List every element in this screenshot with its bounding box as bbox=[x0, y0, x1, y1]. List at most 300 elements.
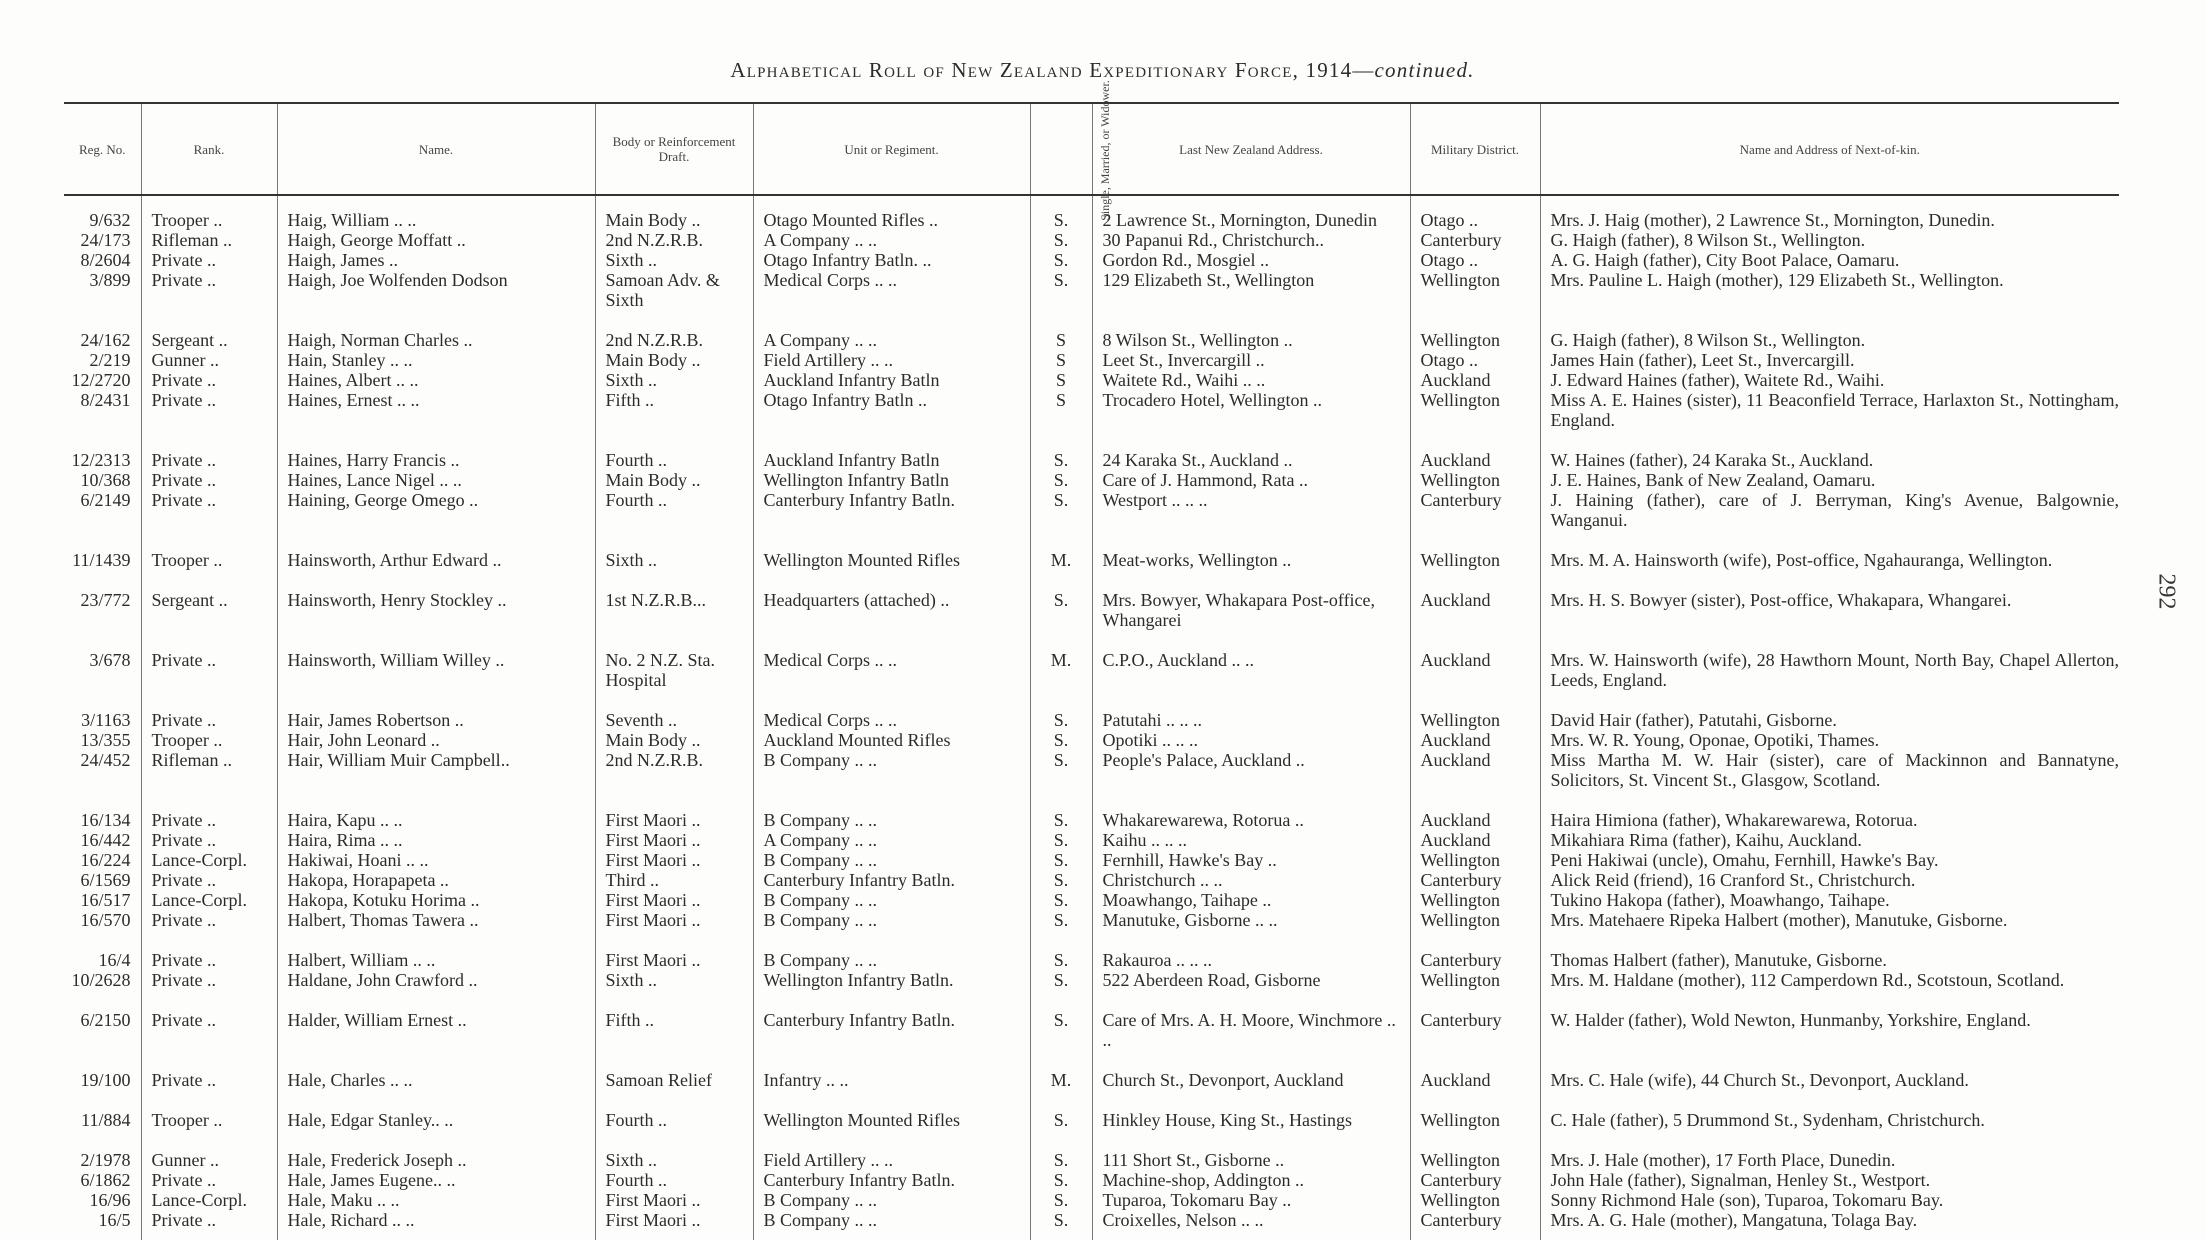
table-row bbox=[64, 570, 2119, 630]
cell-status: S. bbox=[1030, 890, 1092, 910]
cell-next-of-kin: Mrs. Matehaere Ripeka Halbert (mother), Manutuke, Gisborne. bbox=[1540, 910, 2119, 930]
cell-status: S. bbox=[1030, 970, 1092, 990]
header-status-label: Single, Married, or Widower. bbox=[1097, 79, 1112, 221]
cell-next-of-kin: Mrs. Pauline L. Haigh (mother), 129 Elizabeth St., Wellington. bbox=[1540, 270, 2119, 310]
cell-district: Auckland bbox=[1410, 370, 1540, 390]
cell-next-of-kin: J. E. Haines, Bank of New Zealand, Oamaru. bbox=[1540, 470, 2119, 490]
cell-reg-no: 16/5 bbox=[98, 1210, 131, 1230]
cell-unit: B Company .. .. bbox=[753, 930, 1030, 970]
cell-unit: Medical Corps .. .. bbox=[753, 270, 1030, 310]
cell-status: S. bbox=[1030, 195, 1092, 230]
cell-name: Halbert, Thomas Tawera .. bbox=[277, 910, 595, 930]
cell-status: S. bbox=[1030, 430, 1092, 470]
cell-status: S bbox=[1030, 310, 1092, 350]
cell-rank: Private .. bbox=[141, 250, 277, 270]
cell-address: Machine-shop, Addington .. bbox=[1092, 1170, 1410, 1190]
cell-reg-no: 12/2313 bbox=[71, 450, 131, 470]
cell-status: M. bbox=[1030, 1050, 1092, 1090]
cell-next-of-kin: John Hale (father), Signalman, Henley St., Westport. bbox=[1540, 1170, 2119, 1190]
cell-reg-no: 16/442 bbox=[80, 830, 131, 850]
cell-body: Sixth .. bbox=[595, 530, 753, 570]
cell-name: Haines, Lance Nigel .. .. bbox=[277, 470, 595, 490]
cell-district: Auckland bbox=[1410, 1050, 1540, 1090]
table-row bbox=[64, 750, 2119, 790]
cell-unit: B Company .. .. bbox=[753, 850, 1030, 870]
cell-unit: B Company .. .. bbox=[753, 790, 1030, 830]
cell-name: Hainsworth, Henry Stockley .. bbox=[277, 570, 595, 630]
cell-unit: Auckland Infantry Batln bbox=[753, 430, 1030, 470]
table-row bbox=[64, 1210, 2119, 1240]
cell-status: S. bbox=[1030, 270, 1092, 310]
cell-unit: A Company .. .. bbox=[753, 310, 1030, 350]
cell-name: Hakopa, Kotuku Horima .. bbox=[277, 890, 595, 910]
cell-reg-no: 16/517 bbox=[80, 890, 131, 910]
cell-rank: Private .. bbox=[141, 1170, 277, 1190]
cell-rank: Private .. bbox=[141, 270, 277, 310]
cell-name: Hair, James Robertson .. bbox=[277, 690, 595, 730]
cell-body: Fourth .. bbox=[595, 1090, 753, 1130]
cell-district: Wellington bbox=[1410, 850, 1540, 870]
cell-status: S. bbox=[1030, 1090, 1092, 1130]
cell-body: Fifth .. bbox=[595, 990, 753, 1050]
cell-rank: Private .. bbox=[141, 970, 277, 990]
header-row bbox=[64, 103, 2119, 195]
cell-rank: Trooper .. bbox=[141, 530, 277, 570]
cell-name: Haldane, John Crawford .. bbox=[277, 970, 595, 990]
cell-name: Hainsworth, Arthur Edward .. bbox=[277, 530, 595, 570]
cell-body: Main Body .. bbox=[595, 195, 753, 230]
cell-district: Canterbury bbox=[1410, 870, 1540, 890]
cell-unit: Canterbury Infantry Batln. bbox=[753, 490, 1030, 530]
table-row bbox=[64, 850, 2119, 870]
cell-address: 8 Wilson St., Wellington .. bbox=[1092, 310, 1410, 350]
cell-status: S. bbox=[1030, 1130, 1092, 1170]
cell-address: Christchurch .. .. bbox=[1092, 870, 1410, 890]
header-name: Name. bbox=[277, 103, 595, 195]
cell-body: Fourth .. bbox=[595, 490, 753, 530]
cell-status: S. bbox=[1030, 930, 1092, 970]
cell-next-of-kin: G. Haigh (father), 8 Wilson St., Wellington. bbox=[1540, 230, 2119, 250]
cell-status: S. bbox=[1030, 850, 1092, 870]
cell-address: Croixelles, Nelson .. .. bbox=[1092, 1210, 1410, 1240]
cell-address: 2 Lawrence St., Mornington, Dunedin bbox=[1092, 195, 1410, 230]
table-row bbox=[64, 890, 2119, 910]
cell-address: Manutuke, Gisborne .. .. bbox=[1092, 910, 1410, 930]
table-row bbox=[64, 490, 2119, 530]
cell-body: First Maori .. bbox=[595, 930, 753, 970]
cell-district: Wellington bbox=[1410, 530, 1540, 570]
table-row bbox=[64, 1170, 2119, 1190]
cell-district: Canterbury bbox=[1410, 1170, 1540, 1190]
cell-address: Fernhill, Hawke's Bay .. bbox=[1092, 850, 1410, 870]
table-row bbox=[64, 930, 2119, 970]
cell-body: Main Body .. bbox=[595, 730, 753, 750]
cell-next-of-kin: Mrs. C. Hale (wife), 44 Church St., Devonport, Auckland. bbox=[1540, 1050, 2119, 1090]
cell-body: 1st N.Z.R.B... bbox=[595, 570, 753, 630]
cell-unit: B Company .. .. bbox=[753, 1210, 1030, 1240]
cell-name: Haining, George Omego .. bbox=[277, 490, 595, 530]
cell-reg-no: 12/2720 bbox=[71, 370, 131, 390]
table-row bbox=[64, 310, 2119, 350]
table-row bbox=[64, 630, 2119, 690]
cell-name: Hair, John Leonard .. bbox=[277, 730, 595, 750]
cell-status: S. bbox=[1030, 570, 1092, 630]
cell-next-of-kin: Mrs. A. G. Hale (mother), Mangatuna, Tolaga Bay. bbox=[1540, 1210, 2119, 1240]
cell-body: Seventh .. bbox=[595, 690, 753, 730]
cell-body: First Maori .. bbox=[595, 910, 753, 930]
cell-next-of-kin: W. Halder (father), Wold Newton, Hunmanby, Yorkshire, England. bbox=[1540, 990, 2119, 1050]
cell-next-of-kin: Mrs. J. Haig (mother), 2 Lawrence St., Mornington, Dunedin. bbox=[1540, 195, 2119, 230]
cell-name: Hale, Edgar Stanley.. .. bbox=[277, 1090, 595, 1130]
cell-next-of-kin: Mrs. J. Hale (mother), 17 Forth Place, Dunedin. bbox=[1540, 1130, 2119, 1170]
cell-next-of-kin: Haira Himiona (father), Whakarewarewa, Rotorua. bbox=[1540, 790, 2119, 830]
cell-reg-no: 8/2431 bbox=[80, 390, 131, 410]
cell-body: First Maori .. bbox=[595, 890, 753, 910]
cell-status: S bbox=[1030, 390, 1092, 430]
cell-status: S. bbox=[1030, 910, 1092, 930]
cell-address: Leet St., Invercargill .. bbox=[1092, 350, 1410, 370]
cell-address: Trocadero Hotel, Wellington .. bbox=[1092, 390, 1410, 430]
cell-body: 2nd N.Z.R.B. bbox=[595, 310, 753, 350]
cell-address: Kaihu .. .. .. bbox=[1092, 830, 1410, 850]
cell-rank: Private .. bbox=[141, 930, 277, 970]
cell-reg-no: 2/219 bbox=[89, 350, 131, 370]
cell-reg-no: 23/772 bbox=[80, 590, 131, 610]
cell-district: Wellington bbox=[1410, 470, 1540, 490]
cell-body: Third .. bbox=[595, 870, 753, 890]
cell-rank: Trooper .. bbox=[141, 730, 277, 750]
cell-address: Opotiki .. .. .. bbox=[1092, 730, 1410, 750]
cell-status: S. bbox=[1030, 830, 1092, 850]
cell-unit: Wellington Mounted Rifles bbox=[753, 530, 1030, 570]
cell-address: Care of Mrs. A. H. Moore, Winchmore .. .. bbox=[1092, 990, 1410, 1050]
cell-next-of-kin: David Hair (father), Patutahi, Gisborne. bbox=[1540, 690, 2119, 730]
cell-rank: Rifleman .. bbox=[141, 750, 277, 790]
cell-reg-no: 19/100 bbox=[80, 1070, 131, 1090]
roll-body bbox=[64, 195, 2119, 1240]
cell-address: 522 Aberdeen Road, Gisborne bbox=[1092, 970, 1410, 990]
cell-reg-no: 11/884 bbox=[81, 1110, 131, 1130]
cell-status: M. bbox=[1030, 530, 1092, 570]
cell-rank: Private .. bbox=[141, 1210, 277, 1240]
cell-next-of-kin: G. Haigh (father), 8 Wilson St., Wellington. bbox=[1540, 310, 2119, 350]
cell-address: Patutahi .. .. .. bbox=[1092, 690, 1410, 730]
cell-next-of-kin: James Hain (father), Leet St., Invercargill. bbox=[1540, 350, 2119, 370]
cell-reg-no: 16/570 bbox=[80, 910, 131, 930]
cell-unit: Wellington Mounted Rifles bbox=[753, 1090, 1030, 1130]
table-row bbox=[64, 1130, 2119, 1170]
cell-rank: Private .. bbox=[141, 790, 277, 830]
cell-unit: Headquarters (attached) .. bbox=[753, 570, 1030, 630]
table-row bbox=[64, 970, 2119, 990]
cell-body: First Maori .. bbox=[595, 1210, 753, 1240]
table-row bbox=[64, 730, 2119, 750]
cell-unit: Field Artillery .. .. bbox=[753, 350, 1030, 370]
cell-next-of-kin: C. Hale (father), 5 Drummond St., Sydenham, Christchurch. bbox=[1540, 1090, 2119, 1130]
cell-body: Main Body .. bbox=[595, 350, 753, 370]
cell-status: S. bbox=[1030, 1170, 1092, 1190]
cell-district: Auckland bbox=[1410, 790, 1540, 830]
cell-name: Haigh, George Moffatt .. bbox=[277, 230, 595, 250]
cell-name: Haines, Ernest .. .. bbox=[277, 390, 595, 430]
cell-reg-no: 3/678 bbox=[89, 650, 131, 670]
header-rank: Rank. bbox=[141, 103, 277, 195]
cell-district: Otago .. bbox=[1410, 195, 1540, 230]
table-row bbox=[64, 1190, 2119, 1210]
cell-unit: Wellington Infantry Batln bbox=[753, 470, 1030, 490]
cell-address: Meat-works, Wellington .. bbox=[1092, 530, 1410, 570]
cell-unit: Canterbury Infantry Batln. bbox=[753, 990, 1030, 1050]
cell-reg-no: 24/173 bbox=[80, 230, 131, 250]
cell-rank: Trooper .. bbox=[141, 1090, 277, 1130]
cell-district: Canterbury bbox=[1410, 1210, 1540, 1240]
table-row bbox=[64, 530, 2119, 570]
cell-reg-no: 13/355 bbox=[80, 730, 131, 750]
cell-next-of-kin: Mrs. H. S. Bowyer (sister), Post-office, Whakapara, Whangarei. bbox=[1540, 570, 2119, 630]
cell-unit: Otago Infantry Batln .. bbox=[753, 390, 1030, 430]
cell-body: Fifth .. bbox=[595, 390, 753, 430]
cell-body: Sixth .. bbox=[595, 1130, 753, 1170]
cell-rank: Private .. bbox=[141, 870, 277, 890]
table-row bbox=[64, 910, 2119, 930]
cell-status: S. bbox=[1030, 790, 1092, 830]
table-row bbox=[64, 370, 2119, 390]
cell-rank: Gunner .. bbox=[141, 1130, 277, 1170]
header-status bbox=[1030, 79, 1112, 221]
cell-address: Westport .. .. .. bbox=[1092, 490, 1410, 530]
cell-next-of-kin: J. Haining (father), care of J. Berryman, King's Avenue, Balgownie, Wanganui. bbox=[1540, 490, 2119, 530]
cell-address: Moawhango, Taihape .. bbox=[1092, 890, 1410, 910]
cell-reg-no: 2/1978 bbox=[80, 1150, 131, 1170]
cell-rank: Private .. bbox=[141, 910, 277, 930]
cell-district: Auckland bbox=[1410, 730, 1540, 750]
roll-table bbox=[64, 79, 2119, 1240]
cell-status: M. bbox=[1030, 630, 1092, 690]
cell-body: First Maori .. bbox=[595, 830, 753, 850]
table-row bbox=[64, 1050, 2119, 1090]
cell-unit: Canterbury Infantry Batln. bbox=[753, 870, 1030, 890]
cell-district: Canterbury bbox=[1410, 490, 1540, 530]
cell-reg-no: 16/4 bbox=[98, 950, 131, 970]
cell-address: C.P.O., Auckland .. .. bbox=[1092, 630, 1410, 690]
cell-name: Haira, Rima .. .. bbox=[277, 830, 595, 850]
cell-next-of-kin: J. Edward Haines (father), Waitete Rd., Waihi. bbox=[1540, 370, 2119, 390]
table-row bbox=[64, 690, 2119, 730]
cell-name: Hale, Maku .. .. bbox=[277, 1190, 595, 1210]
cell-unit: Auckland Infantry Batln bbox=[753, 370, 1030, 390]
cell-address: Care of J. Hammond, Rata .. bbox=[1092, 470, 1410, 490]
cell-district: Wellington bbox=[1410, 310, 1540, 350]
cell-status: S. bbox=[1030, 230, 1092, 250]
cell-body: Fourth .. bbox=[595, 430, 753, 470]
cell-name: Haigh, James .. bbox=[277, 250, 595, 270]
cell-status: S. bbox=[1030, 870, 1092, 890]
cell-body: Fourth .. bbox=[595, 1170, 753, 1190]
table-row bbox=[64, 830, 2119, 850]
cell-district: Wellington bbox=[1410, 690, 1540, 730]
table-row bbox=[64, 990, 2119, 1050]
cell-address: 30 Papanui Rd., Christchurch.. bbox=[1092, 230, 1410, 250]
table-row bbox=[64, 430, 2119, 470]
cell-name: Haigh, Norman Charles .. bbox=[277, 310, 595, 350]
cell-district: Wellington bbox=[1410, 910, 1540, 930]
page-number: 292 bbox=[2153, 573, 2180, 610]
cell-address: Waitete Rd., Waihi .. .. bbox=[1092, 370, 1410, 390]
cell-district: Wellington bbox=[1410, 1190, 1540, 1210]
table-row bbox=[64, 790, 2119, 830]
cell-name: Halbert, William .. .. bbox=[277, 930, 595, 970]
cell-address: 111 Short St., Gisborne .. bbox=[1092, 1130, 1410, 1170]
cell-next-of-kin: Sonny Richmond Hale (son), Tuparoa, Tokomaru Bay. bbox=[1540, 1190, 2119, 1210]
cell-name: Haira, Kapu .. .. bbox=[277, 790, 595, 830]
cell-status: S. bbox=[1030, 690, 1092, 730]
cell-reg-no: 6/1569 bbox=[80, 870, 131, 890]
cell-status: S. bbox=[1030, 990, 1092, 1050]
cell-next-of-kin: Miss Martha M. W. Hair (sister), care of Mackinnon and Bannatyne, Solicitors, St. Vincent St., Glasgow, Scotland. bbox=[1540, 750, 2119, 790]
cell-unit: Auckland Mounted Rifles bbox=[753, 730, 1030, 750]
cell-district: Wellington bbox=[1410, 1130, 1540, 1170]
cell-rank: Sergeant .. bbox=[141, 570, 277, 630]
cell-rank: Private .. bbox=[141, 390, 277, 430]
table-row bbox=[64, 390, 2119, 430]
header-next-of-kin: Name and Address of Next-of-kin. bbox=[1540, 103, 2119, 195]
cell-name: Hale, Frederick Joseph .. bbox=[277, 1130, 595, 1170]
cell-name: Hale, Charles .. .. bbox=[277, 1050, 595, 1090]
cell-body: First Maori .. bbox=[595, 1190, 753, 1210]
cell-status: S. bbox=[1030, 470, 1092, 490]
cell-district: Auckland bbox=[1410, 830, 1540, 850]
cell-rank: Private .. bbox=[141, 470, 277, 490]
cell-body: Samoan Adv. & Sixth bbox=[595, 270, 753, 310]
cell-district: Auckland bbox=[1410, 570, 1540, 630]
cell-reg-no: 6/2149 bbox=[80, 490, 131, 510]
cell-unit: B Company .. .. bbox=[753, 910, 1030, 930]
table-row bbox=[64, 230, 2119, 250]
cell-status: S. bbox=[1030, 750, 1092, 790]
cell-next-of-kin: Miss A. E. Haines (sister), 11 Beaconfield Terrace, Harlaxton St., Nottingham, England. bbox=[1540, 390, 2119, 430]
cell-status: S. bbox=[1030, 490, 1092, 530]
cell-next-of-kin: Mrs. W. Hainsworth (wife), 28 Hawthorn Mount, North Bay, Chapel Allerton, Leeds, England. bbox=[1540, 630, 2119, 690]
cell-district: Otago .. bbox=[1410, 350, 1540, 370]
cell-rank: Private .. bbox=[141, 690, 277, 730]
cell-rank: Private .. bbox=[141, 830, 277, 850]
cell-rank: Private .. bbox=[141, 1050, 277, 1090]
cell-status: S. bbox=[1030, 1210, 1092, 1240]
cell-name: Hair, William Muir Campbell.. bbox=[277, 750, 595, 790]
cell-unit: Field Artillery .. .. bbox=[753, 1130, 1030, 1170]
cell-district: Wellington bbox=[1410, 1090, 1540, 1130]
cell-status: S. bbox=[1030, 730, 1092, 750]
cell-next-of-kin: Mrs. M. Haldane (mother), 112 Camperdown Rd., Scotstoun, Scotland. bbox=[1540, 970, 2119, 990]
cell-status: S. bbox=[1030, 250, 1092, 270]
cell-reg-no: 8/2604 bbox=[80, 250, 131, 270]
cell-name: Haines, Albert .. .. bbox=[277, 370, 595, 390]
cell-reg-no: 10/2628 bbox=[71, 970, 131, 990]
cell-rank: Private .. bbox=[141, 990, 277, 1050]
cell-district: Auckland bbox=[1410, 750, 1540, 790]
cell-status: S bbox=[1030, 350, 1092, 370]
cell-status: S bbox=[1030, 370, 1092, 390]
cell-address: 129 Elizabeth St., Wellington bbox=[1092, 270, 1410, 310]
cell-unit: Canterbury Infantry Batln. bbox=[753, 1170, 1030, 1190]
cell-body: 2nd N.Z.R.B. bbox=[595, 230, 753, 250]
cell-unit: B Company .. .. bbox=[753, 1190, 1030, 1210]
cell-name: Haig, William .. .. bbox=[277, 195, 595, 230]
cell-district: Auckland bbox=[1410, 630, 1540, 690]
cell-unit: Medical Corps .. .. bbox=[753, 630, 1030, 690]
table-row bbox=[64, 250, 2119, 270]
cell-address: 24 Karaka St., Auckland .. bbox=[1092, 430, 1410, 470]
cell-rank: Lance-Corpl. bbox=[141, 890, 277, 910]
cell-next-of-kin: Thomas Halbert (father), Manutuke, Gisborne. bbox=[1540, 930, 2119, 970]
header-unit: Unit or Regiment. bbox=[753, 103, 1030, 195]
cell-reg-no: 3/899 bbox=[89, 270, 131, 290]
cell-unit: B Company .. .. bbox=[753, 750, 1030, 790]
cell-rank: Lance-Corpl. bbox=[141, 850, 277, 870]
header-district: Military District. bbox=[1410, 103, 1540, 195]
cell-rank: Trooper .. bbox=[141, 195, 277, 230]
cell-address: Rakauroa .. .. .. bbox=[1092, 930, 1410, 970]
cell-reg-no: 16/96 bbox=[89, 1190, 131, 1210]
cell-reg-no: 11/1439 bbox=[72, 550, 131, 570]
cell-reg-no: 24/452 bbox=[80, 750, 131, 770]
cell-body: First Maori .. bbox=[595, 790, 753, 830]
cell-name: Hainsworth, William Willey .. bbox=[277, 630, 595, 690]
cell-name: Haines, Harry Francis .. bbox=[277, 430, 595, 470]
cell-rank: Private .. bbox=[141, 430, 277, 470]
cell-district: Wellington bbox=[1410, 270, 1540, 310]
cell-unit: B Company .. .. bbox=[753, 890, 1030, 910]
cell-reg-no: 6/2150 bbox=[80, 1010, 131, 1030]
cell-next-of-kin: Mrs. M. A. Hainsworth (wife), Post-office, Ngahauranga, Wellington. bbox=[1540, 530, 2119, 570]
cell-body: First Maori .. bbox=[595, 850, 753, 870]
cell-reg-no: 16/224 bbox=[80, 850, 131, 870]
cell-rank: Rifleman .. bbox=[141, 230, 277, 250]
cell-reg-no: 24/162 bbox=[80, 330, 131, 350]
cell-district: Wellington bbox=[1410, 890, 1540, 910]
cell-next-of-kin: Peni Hakiwai (uncle), Omahu, Fernhill, Hawke's Bay. bbox=[1540, 850, 2119, 870]
table-row bbox=[64, 470, 2119, 490]
cell-reg-no: 9/632 bbox=[89, 210, 131, 230]
cell-address: Gordon Rd., Mosgiel .. bbox=[1092, 250, 1410, 270]
header-address: Last New Zealand Address. bbox=[1092, 103, 1410, 195]
cell-unit: A Company .. .. bbox=[753, 830, 1030, 850]
cell-body: Sixth .. bbox=[595, 250, 753, 270]
cell-rank: Lance-Corpl. bbox=[141, 1190, 277, 1210]
cell-unit: A Company .. .. bbox=[753, 230, 1030, 250]
table-row bbox=[64, 1090, 2119, 1130]
cell-rank: Private .. bbox=[141, 630, 277, 690]
cell-district: Canterbury bbox=[1410, 930, 1540, 970]
cell-district: Canterbury bbox=[1410, 990, 1540, 1050]
cell-address: Church St., Devonport, Auckland bbox=[1092, 1050, 1410, 1090]
cell-reg-no: 16/134 bbox=[80, 810, 131, 830]
cell-next-of-kin: Mikahiara Rima (father), Kaihu, Auckland. bbox=[1540, 830, 2119, 850]
cell-address: People's Palace, Auckland .. bbox=[1092, 750, 1410, 790]
header-body: Body or Reinforcement Draft. bbox=[595, 103, 753, 195]
table-row bbox=[64, 195, 2119, 230]
cell-unit: Otago Mounted Rifles .. bbox=[753, 195, 1030, 230]
cell-address: Hinkley House, King St., Hastings bbox=[1092, 1090, 1410, 1130]
cell-unit: Medical Corps .. .. bbox=[753, 690, 1030, 730]
cell-address: Tuparoa, Tokomaru Bay .. bbox=[1092, 1190, 1410, 1210]
cell-address: Whakarewarewa, Rotorua .. bbox=[1092, 790, 1410, 830]
cell-rank: Private .. bbox=[141, 490, 277, 530]
title-main: Alphabetical Roll of New Zealand Expeditionary Force, 1914— bbox=[730, 58, 1375, 82]
cell-body: No. 2 N.Z. Sta. Hospital bbox=[595, 630, 753, 690]
cell-unit: Wellington Infantry Batln. bbox=[753, 970, 1030, 990]
cell-status: S. bbox=[1030, 1190, 1092, 1210]
